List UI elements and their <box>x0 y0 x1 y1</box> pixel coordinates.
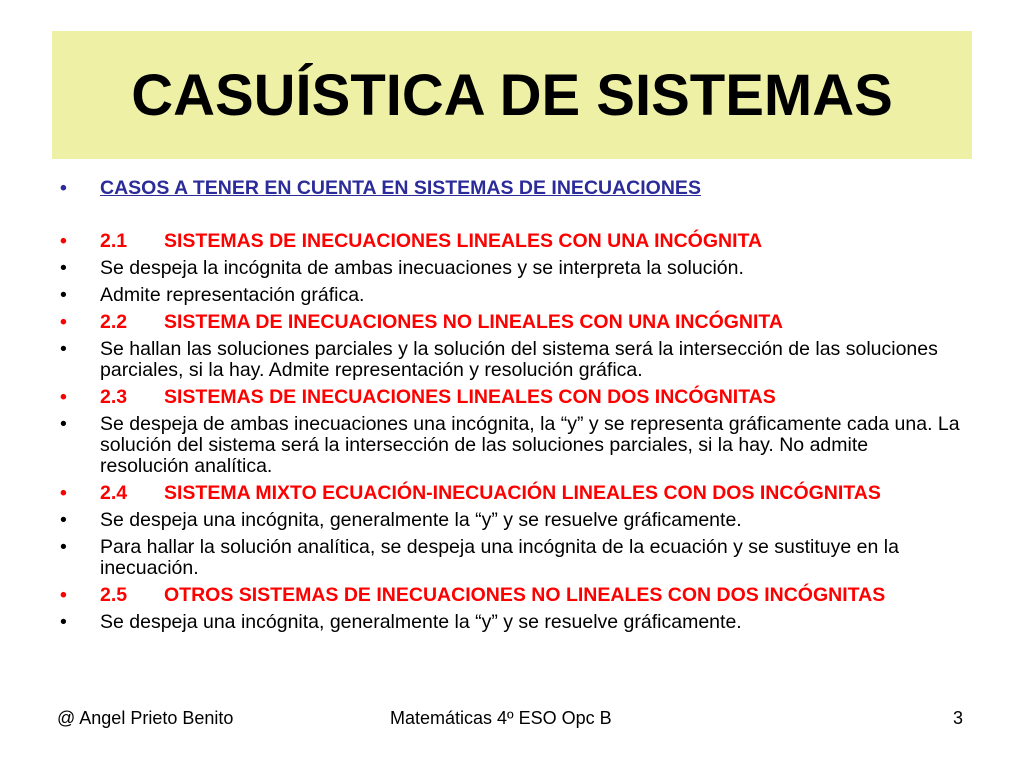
body-text: Se despeja la incógnita de ambas inecuaciones y se interpreta la solución. <box>100 257 744 279</box>
bullet-marker: • <box>60 311 67 333</box>
body-text: Se despeja una incógnita, generalmente la “y” y se resuelve gráficamente. <box>100 509 742 531</box>
list-item <box>60 231 960 252</box>
body-text: Se despeja de ambas inecuaciones una incógnita, la “y” y se representa gráficamente cada una. La solución del sistema será la intersección de las soluciones parciales, si la hay. No admite resolución analítica. <box>100 413 960 477</box>
list-item <box>60 387 960 408</box>
bullet-marker: • <box>60 584 67 606</box>
body-text: Para hallar la solución analítica, se despeja una incógnita de la ecuación y se sustituye en la inecuación. <box>100 536 899 579</box>
section-heading: SISTEMAS DE INECUACIONES LINEALES CON DOS INCÓGNITAS <box>164 386 776 408</box>
bullet-marker: • <box>60 338 67 360</box>
list-item <box>60 585 960 606</box>
list-item <box>60 312 960 333</box>
bullet-marker: • <box>60 482 67 504</box>
section-number: 2.1 <box>100 230 128 252</box>
list-item <box>60 285 960 306</box>
bullet-marker: • <box>60 284 67 306</box>
slide-title: CASUÍSTICA DE SISTEMAS <box>131 62 893 128</box>
list-item <box>60 178 960 199</box>
section-number: 2.5 <box>100 584 128 606</box>
bullet-marker: • <box>60 386 67 408</box>
section-intro-heading: CASOS A TENER EN CUENTA EN SISTEMAS DE INECUACIONES <box>100 177 701 199</box>
section-number: 2.2 <box>100 311 128 333</box>
body-text: Se despeja una incógnita, generalmente la “y” y se resuelve gráficamente. <box>100 611 742 633</box>
body-text: Se hallan las soluciones parciales y la solución del sistema será la intersección de las soluciones parciales, si la hay. Admite representación y resolución gráfica. <box>100 338 938 381</box>
section-heading: SISTEMA DE INECUACIONES NO LINEALES CON UNA INCÓGNITA <box>164 311 783 333</box>
list-item <box>60 510 960 531</box>
footer-page-number: 3 <box>953 708 964 728</box>
bullet-list <box>60 178 960 639</box>
list-item <box>60 612 960 633</box>
section-heading: SISTEMA MIXTO ECUACIÓN-INECUACIÓN LINEALES CON DOS INCÓGNITAS <box>164 482 881 504</box>
list-item <box>60 414 960 477</box>
body-text: Admite representación gráfica. <box>100 284 365 306</box>
bullet-marker: • <box>60 536 67 558</box>
bullet-marker: • <box>60 413 67 435</box>
section-number: 2.3 <box>100 386 128 408</box>
section-number: 2.4 <box>100 482 128 504</box>
list-item <box>60 258 960 279</box>
bullet-marker: • <box>60 257 67 279</box>
list-item <box>60 339 960 381</box>
list-item <box>60 483 960 504</box>
section-heading: SISTEMAS DE INECUACIONES LINEALES CON UNA INCÓGNITA <box>164 230 763 252</box>
footer-course: Matemáticas 4º ESO Opc B <box>390 708 612 728</box>
bullet-marker: • <box>60 177 67 199</box>
section-heading: OTROS SISTEMAS DE INECUACIONES NO LINEALES CON DOS INCÓGNITAS <box>164 584 886 606</box>
list-item <box>60 537 960 579</box>
bullet-marker: • <box>60 230 67 252</box>
footer-author: @ Angel Prieto Benito <box>57 708 234 728</box>
bullet-marker: • <box>60 509 67 531</box>
title-box <box>52 31 972 159</box>
bullet-marker: • <box>60 611 67 633</box>
